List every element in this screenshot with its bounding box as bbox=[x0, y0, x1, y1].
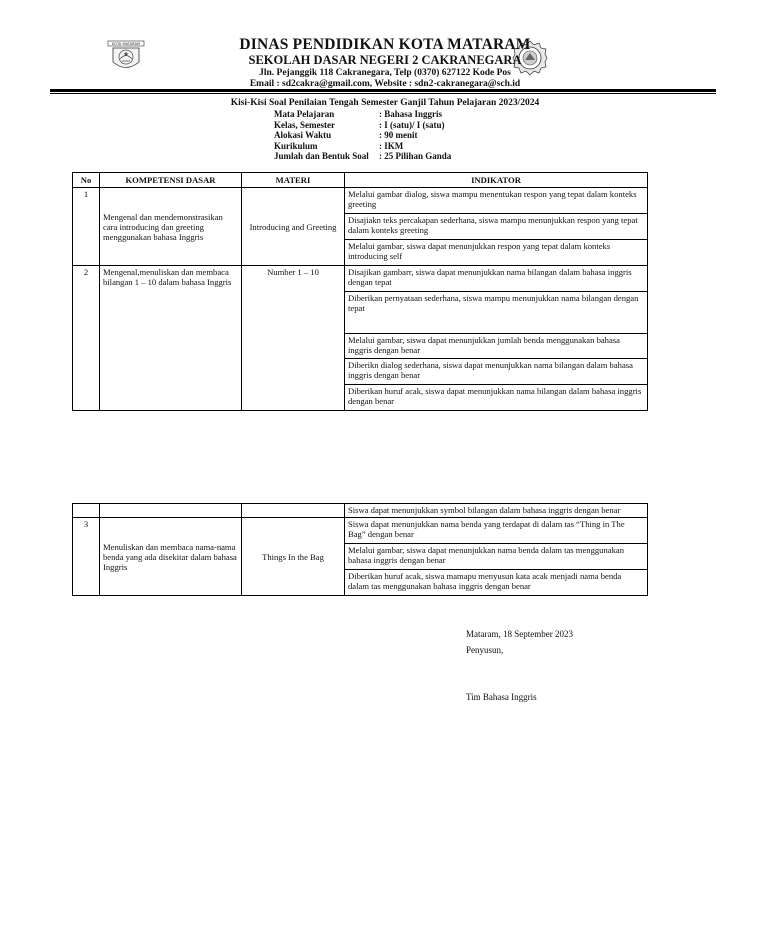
subject-metadata bbox=[274, 109, 451, 162]
signature-place-date: Mataram, 18 September 2023 bbox=[466, 629, 573, 639]
table-row: Disajiakn teks percakapan sederhana, siswa mampu menunjukkan respon yang tepat dalam konteks greeting bbox=[73, 214, 648, 240]
header-title: DINAS PENDIDIKAN KOTA MATARAM bbox=[239, 36, 531, 53]
table-header-row: No KOMPETENSI DASAR MATERI INDIKATOR bbox=[73, 173, 648, 188]
school-address: Jln. Pejanggik 118 Cakranegara, Telp (0370) 627122 Kode Pos bbox=[259, 68, 511, 78]
table-row: Siswa dapat menunjukkan symbol bilangan dalam bahasa inggris dengan benar bbox=[73, 504, 648, 518]
table-row: Melalui gambar, siswa dapat menunjukkan respon yang tepat dalam konteks introducing self bbox=[73, 240, 648, 266]
table-row: Melalui gambar, siswa dapat menunjukkan jumlah benda menggunakan bahasa inggris dengan benar bbox=[73, 334, 648, 359]
table-row: 1 Mengenal dan mendemonstrasikan cara introducing dan greeting menggunakan bahasa Inggris Introducing and Greeting Melalui gambar dialog, siswa mampu menentukan respon yang tepat dalam konteks greeting bbox=[73, 188, 648, 214]
svg-text:KOTA MATARAM: KOTA MATARAM bbox=[111, 42, 141, 46]
meta-row: Kelas, Semester : I (satu)/ I (satu) bbox=[274, 119, 445, 130]
signature-role: Penyusun, bbox=[466, 645, 504, 655]
meta-row: Jumlah dan Bentuk Soal : 25 Pilihan Ganda bbox=[274, 151, 452, 161]
header-rule-thick bbox=[50, 89, 716, 92]
document-title: Kisi-Kisi Soal Penilaian Tengah Semester Ganjil Tahun Pelajaran 2023/2024 bbox=[230, 98, 540, 108]
school-name: SEKOLAH DASAR NEGERI 2 CAKRANEGARA bbox=[248, 53, 522, 67]
header-rule-thin bbox=[50, 93, 716, 94]
meta-row: Mata Pelajaran : Bahasa Inggris bbox=[274, 109, 443, 119]
table-row: Diberikn dialog sederhana, siswa dapat menunjukkan nama bilangan dalam bahasa inggris dengan benar bbox=[73, 359, 648, 385]
table-row: 3 Menuliskan dan membaca nama-nama benda yang ada disekitar dalam bahasa Inggris Things In the Bag Siswa dapat menunjukkan nama benda yang terdapat di dalam tas “Thing in The Bag” dengan benar bbox=[73, 518, 648, 544]
table-row: Melalui gambar, siswa dapat menunjukkan nama benda dalam tas menggunakan bahasa inggris dengan benar bbox=[73, 544, 648, 570]
city-emblem-logo bbox=[107, 40, 145, 74]
meta-row: Kurikulum : IKM bbox=[274, 140, 404, 151]
meta-row: Alokasi Waktu : 90 menit bbox=[274, 130, 418, 140]
signature-name: Tim Bahasa Inggris bbox=[466, 692, 537, 702]
kisi-kisi-table-continued bbox=[72, 503, 648, 596]
table-row: Diberikan huruf acak, siswa dapat menunjukkan nama bilangan dalam bahasa inggris dengan benar bbox=[73, 385, 648, 411]
table-row: Diberikan pernyataan sederhana, siswa mampu menunjukkan nama bilangan dengan tepat bbox=[73, 292, 648, 334]
kisi-kisi-table bbox=[72, 172, 648, 411]
table-row: Diberikan huruf acak, siswa mamapu menyusun kata acak menjadi nama benda dalam tas menggunakan bahasa inggris dengan benar bbox=[73, 570, 648, 596]
school-contact: Email : sd2cakra@gmail.com, Website : sdn2-cakranegara@sch.id bbox=[249, 79, 521, 89]
table-row: 2 Mengenal,menuliskan dan membaca bilangan 1 – 10 dalam bahasa Inggris Number 1 – 10 Disajikan gambarr, siswa dapat menunjukkan nama bilangan dalam bahasa inggris dengan tepat bbox=[73, 266, 648, 292]
